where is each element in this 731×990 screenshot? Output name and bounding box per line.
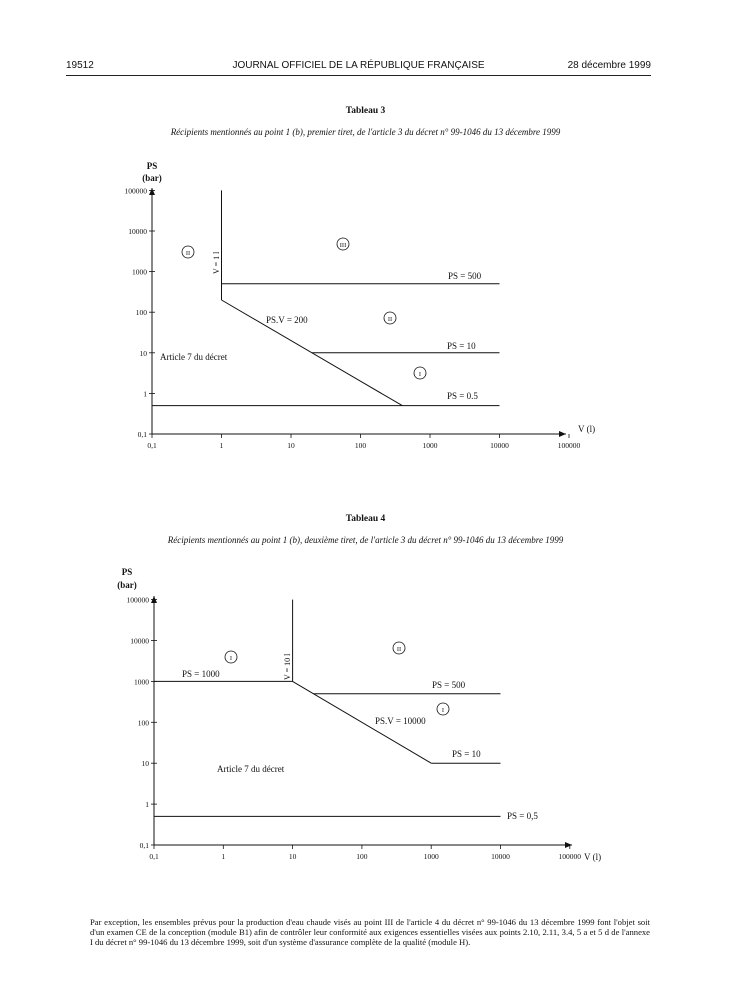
x-tick-label: 100 xyxy=(356,852,368,861)
line-label-ps500: PS = 500 xyxy=(432,680,466,690)
x-tick-label: 10 xyxy=(287,441,295,450)
y-axis-unit: (bar) xyxy=(142,173,162,183)
line-label-psv200: PS.V = 200 xyxy=(266,315,308,325)
x-tick-label: 100 xyxy=(354,441,367,450)
x-tick-label: 0,1 xyxy=(147,441,157,450)
x-tick-label: 10000 xyxy=(490,441,509,450)
y-tick-label: 100000 xyxy=(124,186,147,196)
x-tick-label: 100000 xyxy=(557,441,581,450)
svg-text:II: II xyxy=(185,250,191,257)
svg-text:I: I xyxy=(229,655,233,662)
issue-date: 28 décembre 1999 xyxy=(567,60,651,71)
line-label-ps500: PS = 500 xyxy=(448,271,482,281)
y-axis-label: PS xyxy=(121,567,133,577)
tick-labels xyxy=(125,186,581,450)
zone-label-article-7: Article 7 du décret xyxy=(160,352,228,362)
x-tick-label: 1000 xyxy=(422,441,438,450)
line-label-psv10000: PS.V = 10000 xyxy=(375,716,426,726)
y-tick-label: 10000 xyxy=(128,227,147,236)
category-marker-ii xyxy=(393,642,405,654)
table4-chart xyxy=(0,560,731,870)
y-tick-label: 1 xyxy=(145,800,149,810)
page-number: 19512 xyxy=(66,60,94,71)
table3-title: Tableau 3 xyxy=(345,106,386,116)
svg-text:I: I xyxy=(418,371,422,378)
y-tick-label: 100 xyxy=(135,308,147,318)
line-label-ps10: PS = 10 xyxy=(452,749,481,759)
journal-title: JOURNAL OFFICIEL DE LA RÉPUBLIQUE FRANÇAISE xyxy=(232,60,485,71)
x-tick-label: 0,1 xyxy=(149,852,159,861)
y-tick-label: 1000 xyxy=(134,677,149,687)
category-marker-ii xyxy=(182,246,194,258)
y-tick-label: 0,1 xyxy=(137,430,147,439)
body-paragraph: Par exception, les ensembles prévus pour la production d'eau chaude visés au point III de l'article 4 du décret n° 99-1046 du 13 décembre 1999 font l'objet soit d'un examen CE de la conception (module B1) afin de contrôler leur conformité aux exigences essentielles visées aux points 2.10, 2.11, 3.4, 5 a et 5 d de l'annexe I du décret n° 99-1046 du 13 décembre 1999, soit d'un système d'assurance complète de la qualité (module H). xyxy=(90,917,650,948)
svg-text:II: II xyxy=(387,316,393,323)
y-tick-label: 1 xyxy=(143,389,147,399)
category-marker-ii xyxy=(384,312,396,324)
y-axis-label: PS xyxy=(146,161,158,171)
y-tick-label: 10 xyxy=(139,348,147,358)
tick-labels xyxy=(127,596,582,861)
zone-label-article-7: Article 7 du décret xyxy=(217,764,285,774)
table3-subtitle: Récipients mentionnés au point 1 (b), premier tiret, de l'article 3 du décret n° 99-1046 du 13 décembre 1999 xyxy=(170,127,561,137)
x-tick-label: 1000 xyxy=(423,852,439,861)
y-tick-label: 100 xyxy=(137,718,149,728)
line-label-ps05: PS = 0,5 xyxy=(507,811,538,821)
header-rule xyxy=(66,75,651,76)
category-marker-i xyxy=(414,367,426,379)
y-tick-label: 10000 xyxy=(130,636,149,646)
x-tick-label: 10 xyxy=(288,852,297,861)
y-tick-label: 10 xyxy=(141,759,149,769)
svg-text:II: II xyxy=(396,646,402,653)
x-tick-label: 100000 xyxy=(558,852,582,861)
x-axis-arrow xyxy=(559,431,566,437)
y-tick-label: 1000 xyxy=(132,267,147,277)
y-tick-label: 0,1 xyxy=(139,841,149,850)
line-label-ps05: PS = 0.5 xyxy=(447,391,478,401)
x-tick-label: 1 xyxy=(221,852,226,861)
y-axis-arrow xyxy=(149,188,155,195)
y-axis-unit: (bar) xyxy=(117,580,137,590)
x-axis-label: V (l) xyxy=(584,852,602,862)
line-label-v1: V = 1 l xyxy=(212,251,221,274)
boundary-lines xyxy=(152,190,500,405)
line-label-v10: V = 10 l xyxy=(283,653,292,680)
table4-title: Tableau 4 xyxy=(345,514,386,524)
category-marker-i xyxy=(437,703,449,715)
x-tick-label: 10000 xyxy=(491,852,510,861)
table3-chart xyxy=(0,150,731,460)
line-label-ps1000: PS = 1000 xyxy=(182,669,220,679)
table4-subtitle: Récipients mentionnés au point 1 (b), deuxième tiret, de l'article 3 du décret n° 99-1046 du 13 décembre 1999 xyxy=(167,535,564,545)
axes xyxy=(149,188,566,437)
y-tick-label: 100000 xyxy=(126,595,149,605)
category-marker-iii xyxy=(337,238,349,250)
x-tick-label: 1 xyxy=(219,441,224,450)
svg-text:I: I xyxy=(441,707,445,714)
page-header xyxy=(66,58,651,78)
category-marker-i xyxy=(225,651,237,663)
x-axis-arrow xyxy=(565,842,572,848)
line-label-ps10: PS = 10 xyxy=(447,341,476,351)
svg-text:III: III xyxy=(339,242,347,249)
x-axis-label: V (l) xyxy=(578,424,596,434)
